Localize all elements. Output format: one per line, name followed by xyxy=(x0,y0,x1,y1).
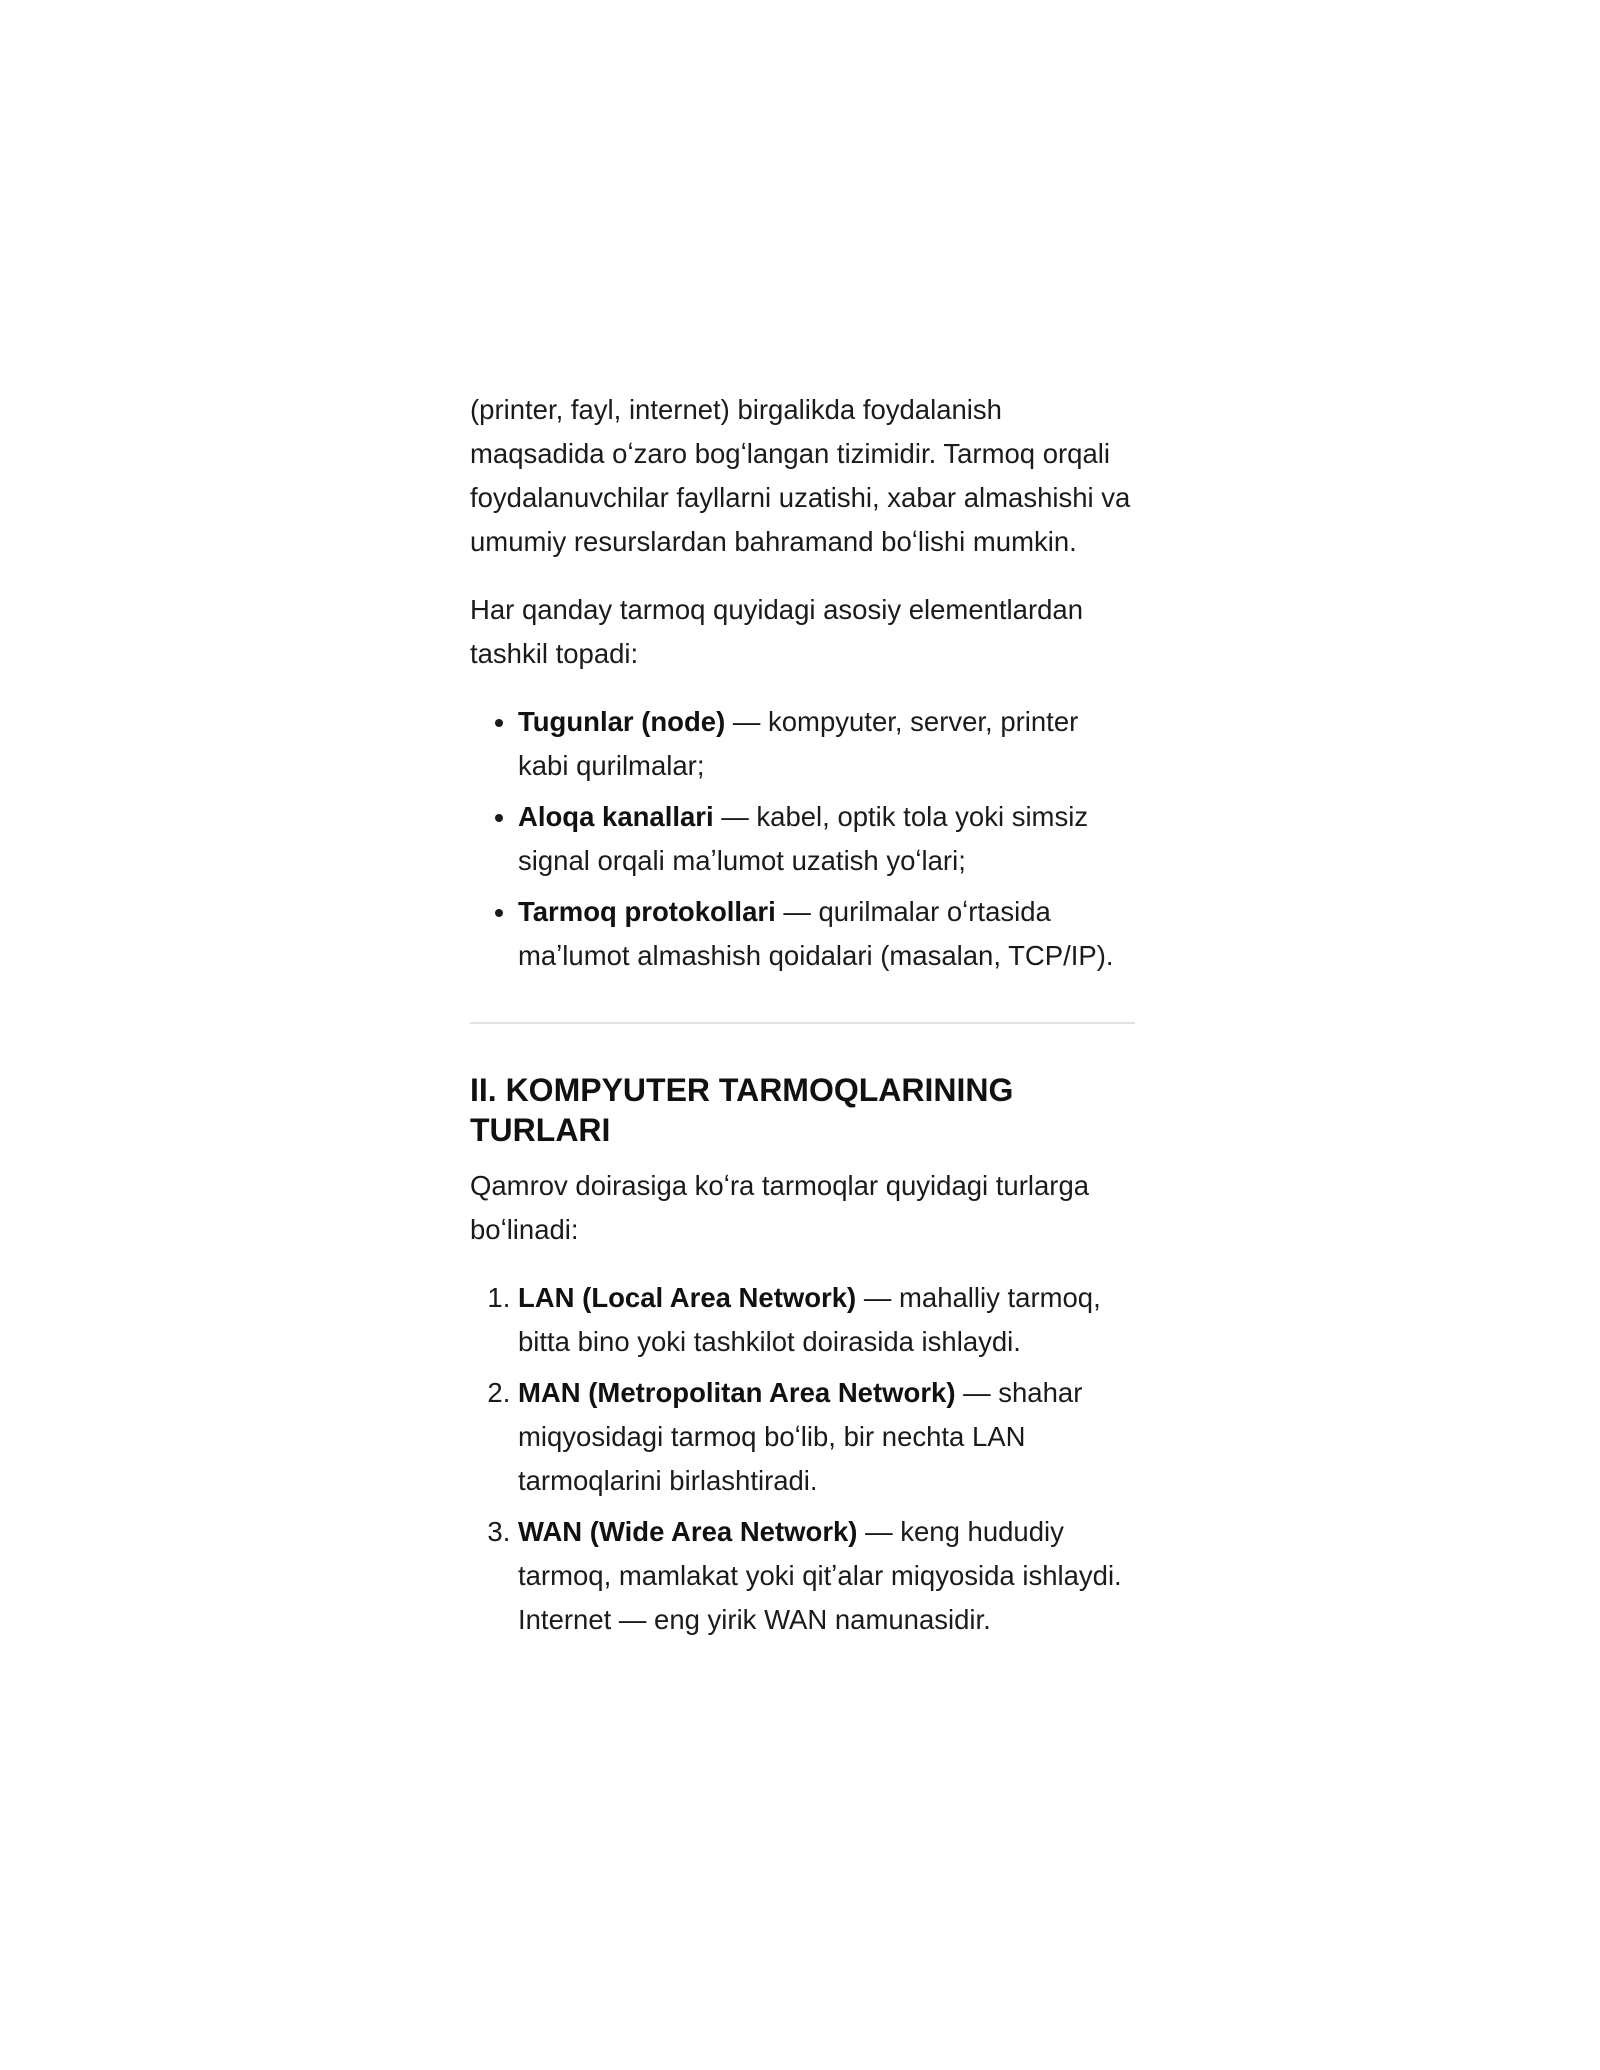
list-item-description: — mahalliy tarmoq, bitta bino yoki tashkilot doirasida ishlaydi. xyxy=(518,1282,1101,1357)
network-elements-list xyxy=(470,700,1135,978)
network-types-list xyxy=(470,1276,1135,1642)
list-item-term: Tugunlar (node) xyxy=(518,706,726,737)
list-item-term: MAN (Metropolitan Area Network) xyxy=(518,1377,956,1408)
list-item xyxy=(518,1510,1135,1642)
list-item xyxy=(518,890,1135,978)
section-heading: II. KOMPYUTER TARMOQLARINING TURLARI xyxy=(470,1072,1014,1148)
intro-paragraph: (printer, fayl, internet) birgalikda foydalanish maqsadida oʻzaro bogʻlangan tizimidir. Tarmoq orqali foydalanuvchilar fayllarni uzatishi, xabar almashishi va umumiy resurslardan bahramand boʻlishi mumkin. xyxy=(470,394,1131,557)
section-divider xyxy=(470,1022,1135,1024)
list-item-term: Aloqa kanallari xyxy=(518,801,714,832)
list-item xyxy=(518,1276,1135,1364)
list-item-term: WAN (Wide Area Network) xyxy=(518,1516,858,1547)
list-item-description: — qurilmalar oʻrtasida maʼlumot almashish qoidalari (masalan, TCP/IP). xyxy=(518,896,1114,971)
list-item-term: Tarmoq protokollari xyxy=(518,896,776,927)
list-item-description: — shahar miqyosidagi tarmoq boʻlib, bir nechta LAN tarmoqlarini birlashtiradi. xyxy=(518,1377,1083,1496)
list-item xyxy=(518,795,1135,883)
list-item-description: — kompyuter, server, printer kabi qurilmalar; xyxy=(518,706,1079,781)
list-item-description: — keng hududiy tarmoq, mamlakat yoki qitʼalar miqyosida ishlaydi. Internet — eng yirik WAN namunasidir. xyxy=(518,1516,1122,1635)
document-body xyxy=(470,388,1135,1649)
list-item xyxy=(518,700,1135,788)
section-intro-paragraph: Qamrov doirasiga koʻra tarmoqlar quyidagi turlarga boʻlinadi: xyxy=(470,1170,1090,1245)
list-item-description: — kabel, optik tola yoki simsiz signal orqali maʼlumot uzatish yoʻlari; xyxy=(518,801,1089,876)
list-item xyxy=(518,1371,1135,1503)
list-item-term: LAN (Local Area Network) xyxy=(518,1282,857,1313)
elements-intro-paragraph: Har qanday tarmoq quyidagi asosiy elementlardan tashkil topadi: xyxy=(470,594,1083,669)
